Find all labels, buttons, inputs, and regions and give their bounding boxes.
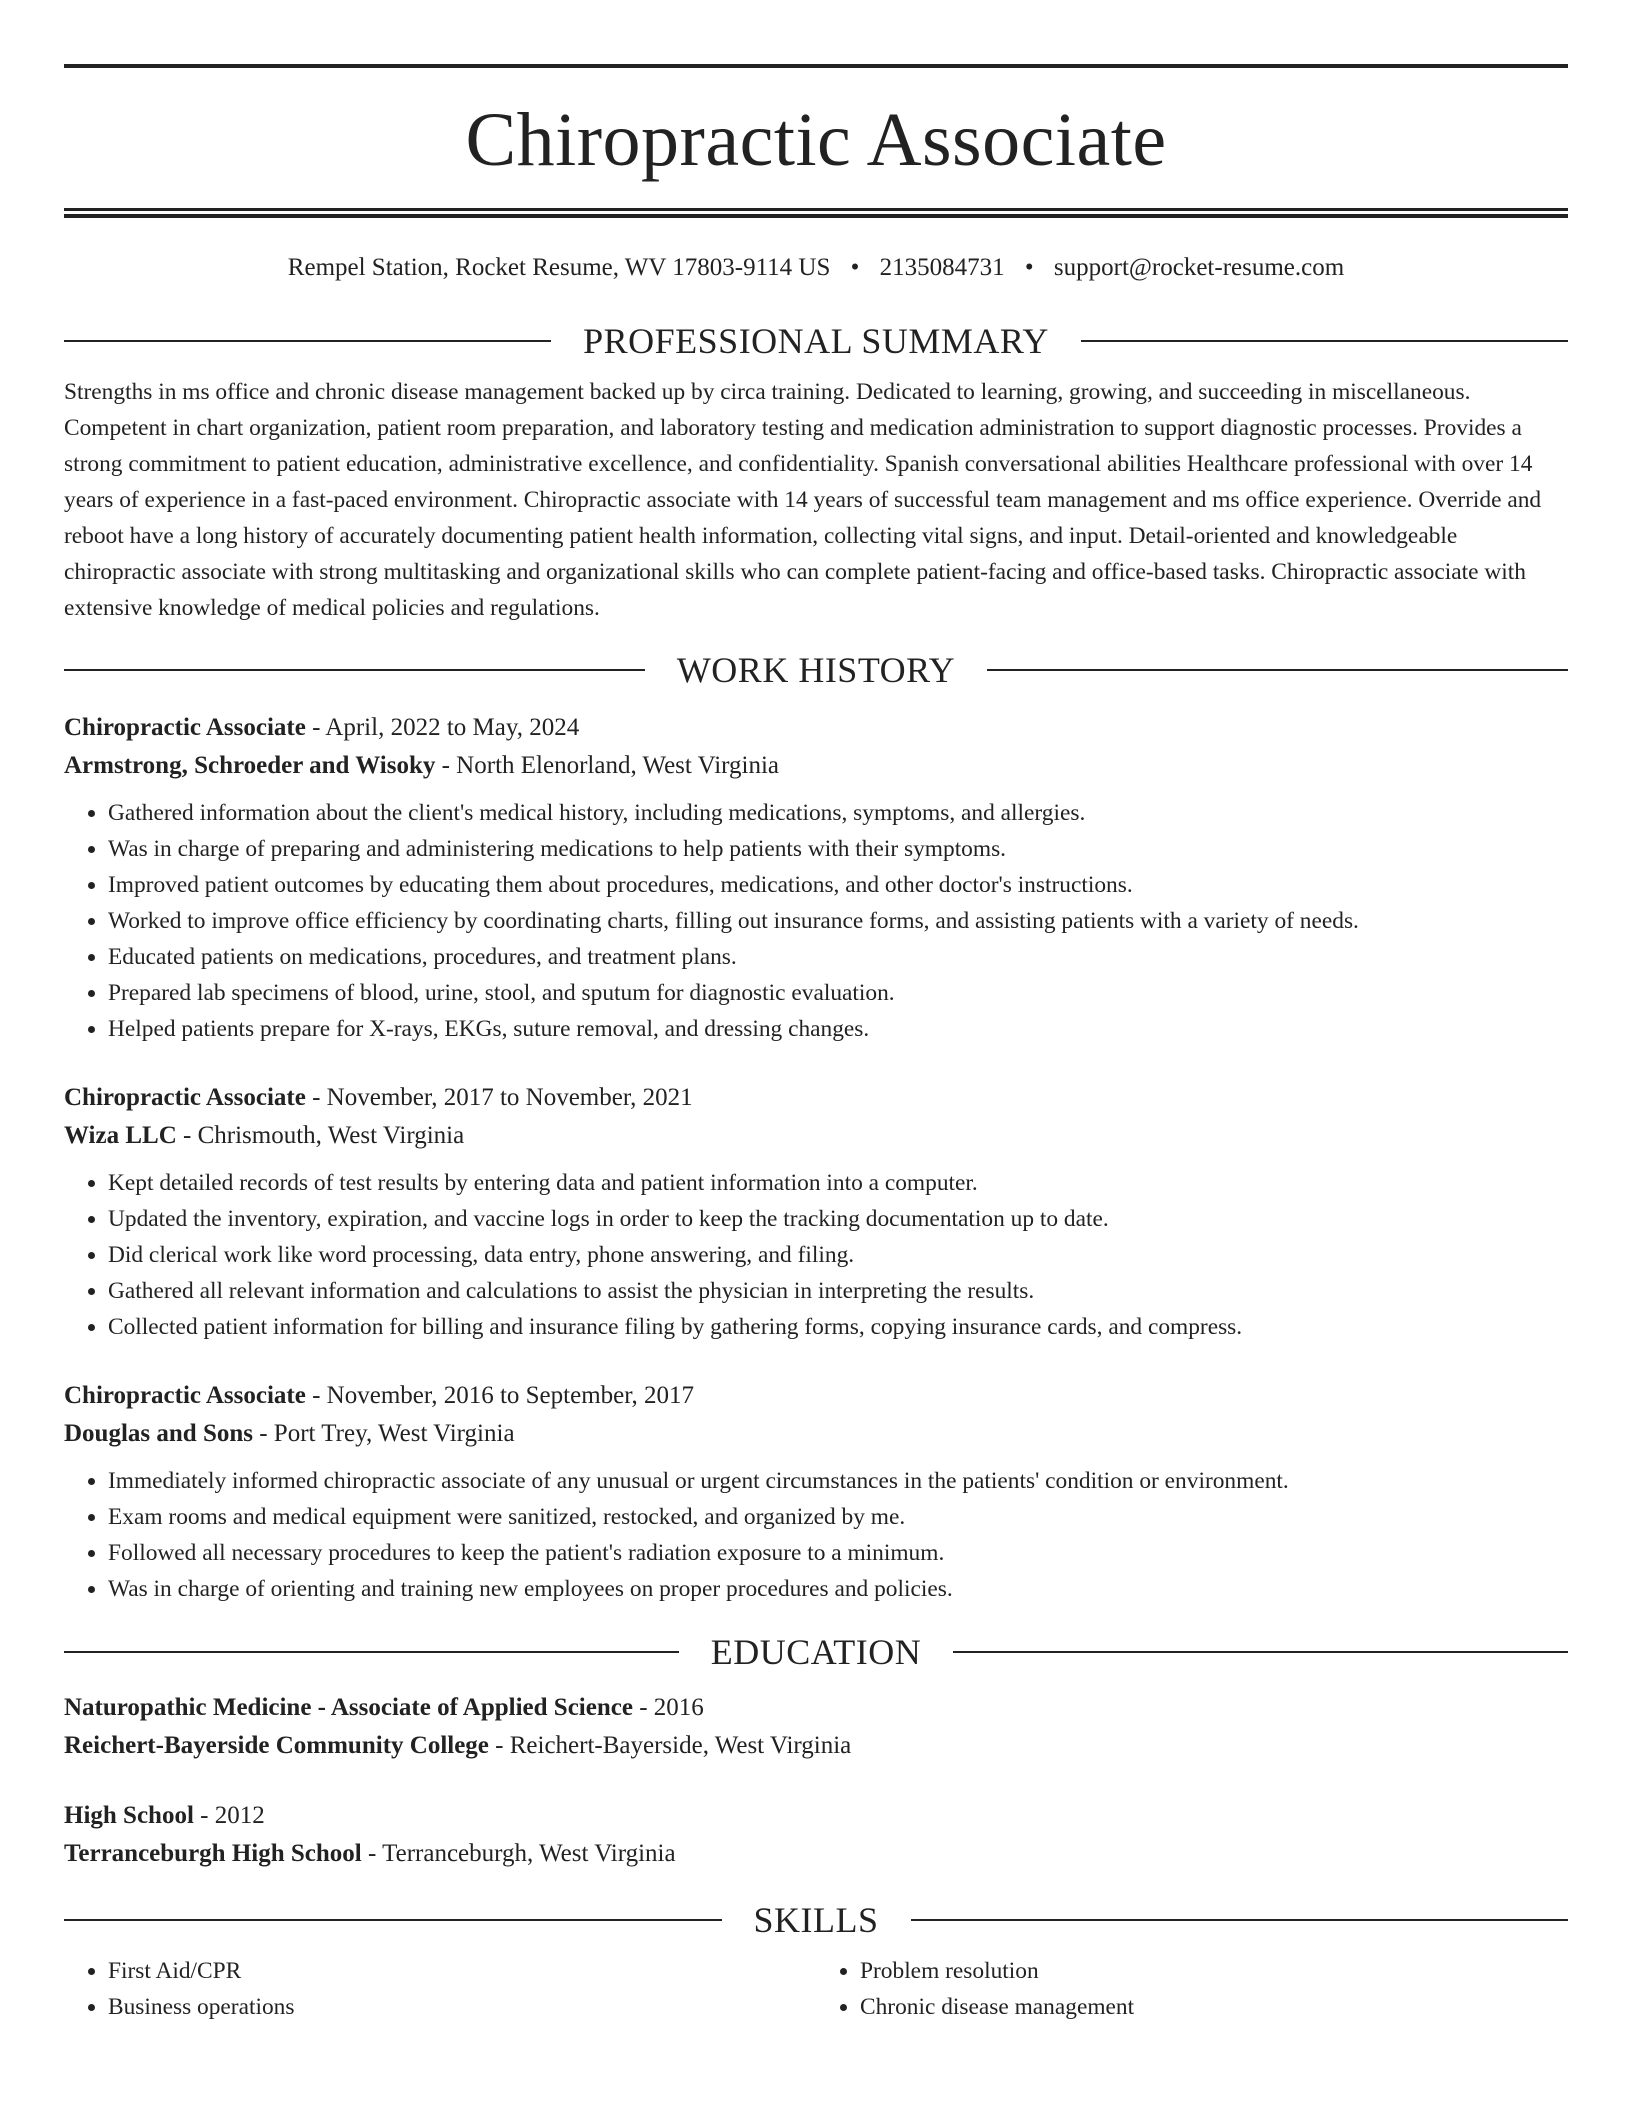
list-item: • Immediately informed chiropractic associate of any unusual or urgent circumstances in the patients' condition or environment. (108, 1463, 1568, 1499)
contact-separator: • (850, 254, 860, 281)
list-item: • Kept detailed records of test results by entering data and patient information into a computer. (108, 1165, 1568, 1201)
job-company-line (64, 747, 1568, 785)
job-location: - North Elenorland, West Virginia (435, 752, 780, 780)
job-title-line (64, 1079, 1568, 1117)
list-item: • Followed all necessary procedures to keep the patient's radiation exposure to a minimum. (108, 1535, 1568, 1571)
list-item: • Was in charge of preparing and administering medications to help patients with their symptoms. (108, 831, 1568, 867)
summary-text: Strengths in ms office and chronic disease management backed up by circa training. Dedicated to learning, growing, and succeeding in miscellaneous. Competent in chart organization, patient room preparation, and laboratory testing and medication administration to support diagnostic processes. Provides a strong commitment to patient education, administrative excellence, and confidentiality. Spanish conversational abilities Healthcare professional with over 14 years of experience in a fast-paced environment. Chiropractic associate with 14 years of successful team management and ms office experience. Override and reboot have a long history of accurately documenting patient health information, collecting vital signs, and input. Detail-oriented and knowledgeable chiropractic associate with strong multitasking and organizational skills who can complete patient-facing and office-based tasks. Chiropractic associate with extensive knowledge of medical policies and regulations. (64, 379, 1542, 621)
list-item: • Chronic disease management (860, 1989, 1568, 2025)
job-company: Douglas and Sons (64, 1420, 253, 1448)
list-item: • Was in charge of orienting and training new employees on proper procedures and policies. (108, 1571, 1568, 1607)
header-double-rule (64, 208, 1568, 218)
list-item: • Gathered information about the client's medical history, including medications, symptoms, and allergies. (108, 795, 1568, 831)
skills-list (64, 1953, 1568, 2025)
skills-heading-text: SKILLS (753, 1900, 879, 1941)
job-company: Armstrong, Schroeder and Wisoky (64, 752, 436, 780)
job-company-line (64, 1117, 1568, 1155)
job-company-line (64, 1415, 1568, 1453)
list-item: • Worked to improve office efficiency by coordinating charts, filling out insurance forms, and assisting patients with a variety of needs. (108, 903, 1568, 939)
job-bullets (64, 1165, 1568, 1345)
list-item: • Problem resolution (860, 1953, 1568, 1989)
list-item: • Business operations (108, 1989, 816, 2025)
summary-heading-text: PROFESSIONAL SUMMARY (583, 321, 1049, 361)
heading-rule (64, 669, 645, 671)
resume-page (64, 0, 1568, 2025)
education-location: - Terranceburgh, West Virginia (361, 1840, 676, 1868)
heading-rule (953, 1651, 1568, 1653)
education-entry (64, 1689, 1568, 1765)
job-entry (64, 1079, 1568, 1345)
job-title-line (64, 709, 1568, 747)
work-heading (64, 649, 1568, 691)
education-entry (64, 1797, 1568, 1873)
list-item: • Updated the inventory, expiration, and vaccine logs in order to keep the tracking documentation up to date. (108, 1201, 1568, 1237)
job-title: Chiropractic Associate (64, 1382, 306, 1410)
heading-rule (1081, 340, 1568, 342)
top-rule (64, 64, 1568, 68)
education-location: - Reichert-Bayerside, West Virginia (488, 1732, 852, 1760)
job-entry (64, 709, 1568, 1047)
list-item: • Gathered all relevant information and calculations to assist the physician in interpreting the results. (108, 1273, 1568, 1309)
job-dates: - April, 2022 to May, 2024 (305, 714, 580, 742)
job-entry (64, 1377, 1568, 1607)
list-item: • Helped patients prepare for X-rays, EKGs, suture removal, and dressing changes. (108, 1011, 1568, 1047)
job-title-line (64, 1377, 1568, 1415)
education-year: - 2016 (632, 1694, 704, 1722)
list-item: • Improved patient outcomes by educating them about procedures, medications, and other doctor's instructions. (108, 867, 1568, 903)
candidate-name: Chiropractic Associate (465, 98, 1167, 182)
education-degree: Naturopathic Medicine - Associate of Applied Science (64, 1694, 633, 1722)
education-degree-line (64, 1797, 1568, 1835)
contact-phone: 2135084731 (879, 254, 1005, 281)
education-degree: High School (64, 1802, 194, 1830)
list-item: • First Aid/CPR (108, 1953, 816, 1989)
job-bullets (64, 795, 1568, 1047)
contact-line (64, 254, 1568, 282)
skills-column-left (64, 1953, 816, 2025)
education-degree-line (64, 1689, 1568, 1727)
education-school: Reichert-Bayerside Community College (64, 1732, 489, 1760)
job-title: Chiropractic Associate (64, 714, 306, 742)
heading-rule (987, 669, 1568, 671)
education-year: - 2012 (193, 1802, 265, 1830)
education-school: Terranceburgh High School (64, 1840, 362, 1868)
list-item: • Exam rooms and medical equipment were sanitized, restocked, and organized by me. (108, 1499, 1568, 1535)
contact-email: support@rocket-resume.com (1053, 254, 1345, 281)
skills-heading (64, 1899, 1568, 1941)
list-item: • Collected patient information for billing and insurance filing by gathering forms, copying insurance cards, and compress. (108, 1309, 1568, 1345)
job-title: Chiropractic Associate (64, 1084, 306, 1112)
job-location: - Port Trey, West Virginia (252, 1420, 515, 1448)
education-heading (64, 1631, 1568, 1673)
summary-heading (64, 320, 1568, 362)
heading-rule (64, 1919, 722, 1921)
heading-rule (911, 1919, 1569, 1921)
job-dates: - November, 2017 to November, 2021 (305, 1084, 693, 1112)
job-dates: - November, 2016 to September, 2017 (305, 1382, 695, 1410)
job-company: Wiza LLC (64, 1122, 177, 1150)
skills-column-right (816, 1953, 1568, 2025)
list-item: • Prepared lab specimens of blood, urine, stool, and sputum for diagnostic evaluation. (108, 975, 1568, 1011)
job-location: - Chrismouth, West Virginia (176, 1122, 465, 1150)
job-bullets (64, 1463, 1568, 1607)
heading-rule (64, 1651, 679, 1653)
education-school-line (64, 1727, 1568, 1765)
education-heading-text: EDUCATION (710, 1632, 922, 1673)
education-school-line (64, 1835, 1568, 1873)
list-item: • Did clerical work like word processing, data entry, phone answering, and filing. (108, 1237, 1568, 1273)
contact-address: Rempel Station, Rocket Resume, WV 17803-9114 US (287, 254, 831, 281)
heading-rule (64, 340, 551, 342)
list-item: • Educated patients on medications, procedures, and treatment plans. (108, 939, 1568, 975)
work-heading-text: WORK HISTORY (676, 650, 956, 691)
contact-separator: • (1024, 254, 1034, 281)
